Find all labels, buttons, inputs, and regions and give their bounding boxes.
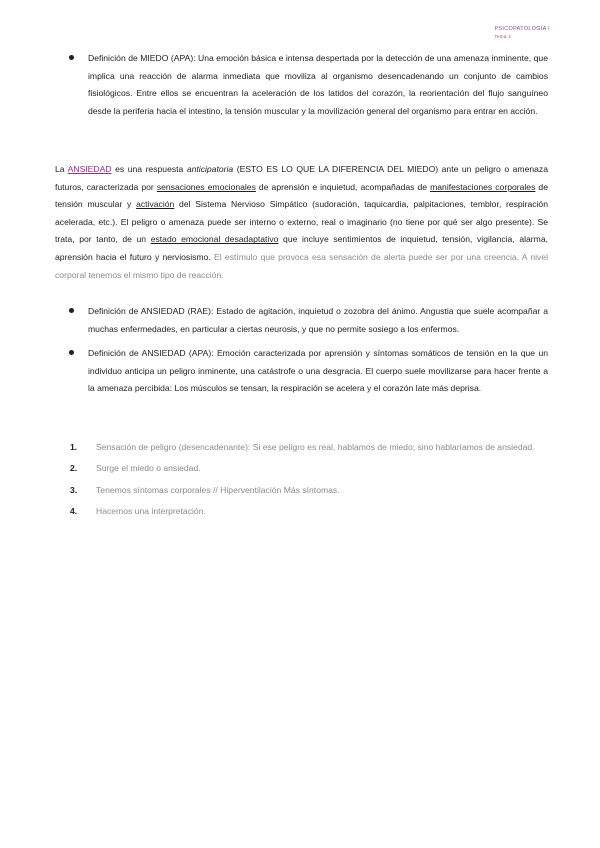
step-item	[70, 483, 566, 497]
underlined-term: activación	[136, 199, 175, 210]
course-title: PSICOPATOLOGÍA I	[494, 26, 550, 32]
bullet-text: Definición de ANSIEDAD (RAE): Estado de agitación, inquietud o zozobra del ánimo. Angustia que suele acompañar a muchas enfermedades, en particular a ciertas neurosis, y que no permite sosiego a los enfermos.	[88, 306, 548, 334]
bullet-ansiedad-apa	[70, 345, 548, 398]
text-run: de aprensión e inquietud, acompañadas de	[255, 181, 431, 192]
step-item	[70, 461, 566, 475]
step-item	[70, 440, 566, 454]
ansiedad-paragraph	[55, 161, 548, 284]
bullet-miedo-apa	[70, 50, 548, 120]
bullet-dot	[69, 55, 74, 60]
topic-label: Tema 4	[494, 34, 512, 39]
text-run: (ESTO ES LO QUE LA DIFERENCIA DEL MIEDO) ante un peligro o amenaza futuros, caracterizada por	[55, 164, 548, 192]
underlined-term: estado emocional desadaptativo	[150, 234, 279, 245]
bullet-dot	[69, 308, 74, 313]
bullet-ansiedad-rae	[70, 303, 548, 338]
ansiedad-link[interactable]: ANSIEDAD	[67, 164, 112, 174]
step-item	[70, 504, 566, 518]
text-run: que incluye sentimientos de inquietud, tensión, vigilancia, alarma, aprensión hacia el futuro y nerviosismo.	[55, 234, 548, 262]
step-text: Surge el miedo o ansiedad.	[96, 463, 201, 473]
grey-note: El estímulo que provoca esa sensación de alerta puede ser por una creencia. A nivel corporal tenemos el mismo tipo de reacción.	[55, 251, 548, 280]
step-number: 3.	[70, 485, 78, 495]
step-number: 2.	[70, 463, 78, 473]
italic-term: anticipatoria	[186, 164, 234, 174]
bullet-text: Definición de MIEDO (APA): Una emoción básica e intensa despertada por la detección de una amenaza inminente, que implica una reacción de alarma inmediata que moviliza al organismo desencadenando un conjunto de cambios fisiológicos. Entre ellos se encuentran la aceleración de los latidos del corazón, la reorientación del flujo sanguíneo desde la periferia hacia el intestino, la tensión muscular y la movilización general del organismo para entrar en acción.	[88, 53, 548, 116]
text-run: es una respuesta	[111, 164, 187, 174]
step-text: Sensación de peligro (desencadenante): Si ese peligro es real, hablamos de miedo; sino hablaríamos de ansiedad.	[96, 442, 535, 452]
text-run: del Sistema Nervioso Simpático (sudoración, taquicardia, palpitaciones, temblor, respiración acelerada, etc.). El peligro o amenaza puede ser interno o externo, real o imaginario (no tiene por qué ser algo presente). Se trata, por tanto, de un	[55, 199, 548, 245]
underlined-term: sensaciones emocionales	[156, 181, 256, 192]
bullet-dot	[69, 350, 74, 355]
text-run: La	[55, 164, 68, 174]
step-text: Hacemos una interpretación.	[96, 506, 206, 516]
text-run: de tensión muscular y	[55, 181, 548, 210]
step-number: 1.	[70, 442, 78, 452]
bullet-text: Definición de ANSIEDAD (APA): Emoción caracterizada por aprensión y síntomas somáticos de tensión en la que un individuo anticipa un peligro inminente, una catástrofe o una desgracia. El cuerpo suele movilizarse para hacer frente a la amenaza percibida: Los músculos se tensan, la respiración se acelera y el corazón late más deprisa.	[88, 348, 548, 394]
underlined-term: manifestaciones corporales	[430, 181, 536, 192]
page-header	[494, 26, 550, 40]
step-text: Tenemos síntomas corporales // Hiperventilación Más síntomas.	[96, 485, 340, 495]
step-number: 4.	[70, 506, 78, 516]
